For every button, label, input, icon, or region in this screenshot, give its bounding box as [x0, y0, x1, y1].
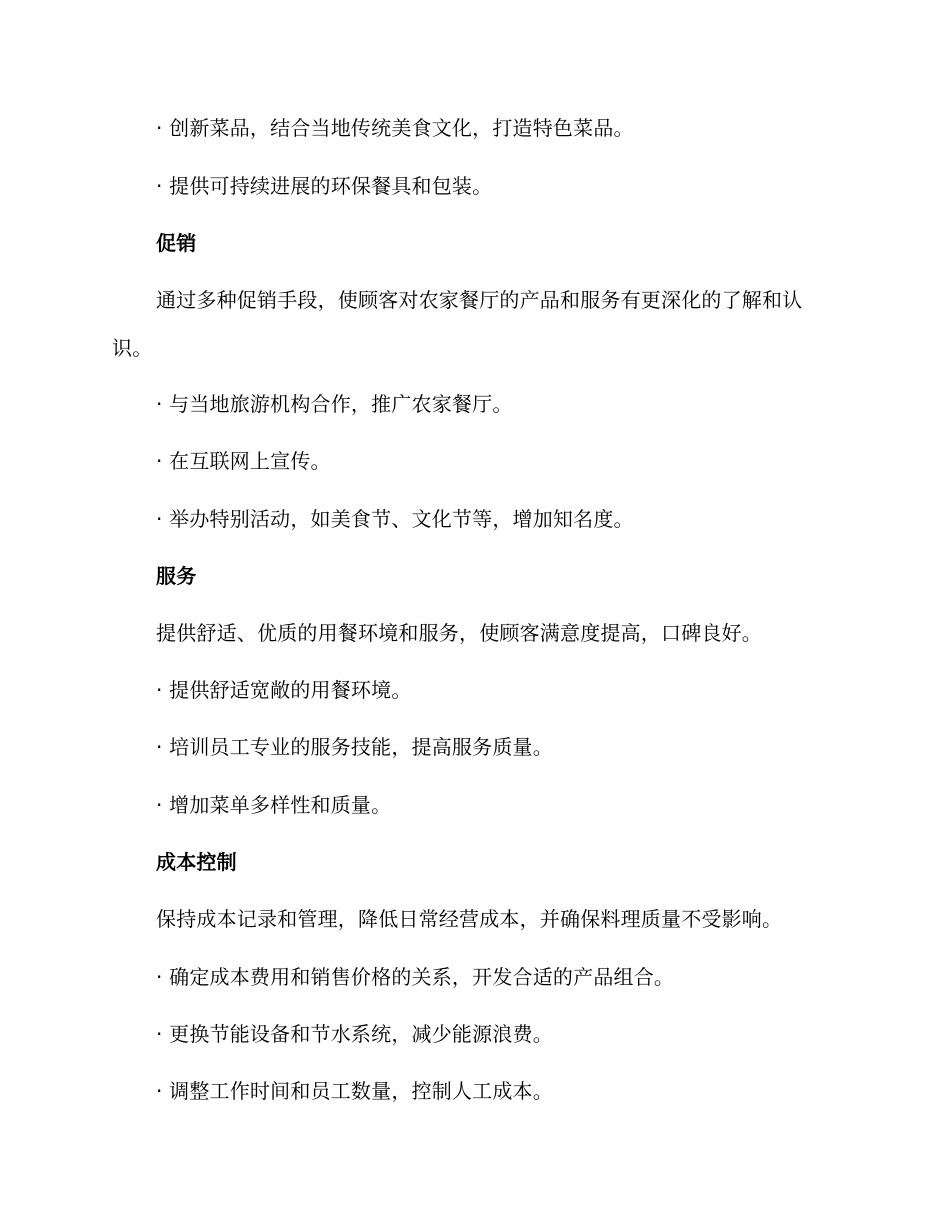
paragraph-service: 提供舒适、优质的用餐环境和服务，使顾客满意度提高，口碑良好。	[156, 621, 762, 645]
bullet-staff-training: · 培训员工专业的服务技能，提高服务质量。	[156, 735, 553, 759]
bullet-menu-variety: · 增加菜单多样性和质量。	[156, 793, 392, 817]
bullet-innovative-dishes: · 创新菜品，结合当地传统美食文化，打造特色菜品。	[156, 116, 634, 140]
bullet-energy-saving: · 更换节能设备和节水系统，减少能源浪费。	[156, 1022, 553, 1046]
bullet-online-promotion: · 在互联网上宣传。	[156, 449, 331, 473]
bullet-tourism-partnership: · 与当地旅游机构合作，推广农家餐厅。	[156, 392, 513, 416]
bullet-dining-environment: · 提供舒适宽敞的用餐环境。	[156, 678, 412, 702]
heading-promotion: 促销	[156, 231, 197, 255]
bullet-special-events: · 举办特别活动，如美食节、文化节等，增加知名度。	[156, 507, 634, 531]
heading-service: 服务	[156, 564, 197, 588]
heading-cost-control: 成本控制	[156, 850, 237, 874]
bullet-eco-tableware: · 提供可持续进展的环保餐具和包装。	[156, 174, 493, 198]
paragraph-cost-control: 保持成本记录和管理，降低日常经营成本，并确保料理质量不受影响。	[156, 907, 783, 931]
bullet-labor-cost: · 调整工作时间和员工数量，控制人工成本。	[156, 1079, 553, 1103]
paragraph-promotion: 通过多种促销手段，使顾客对农家餐厅的产品和服务有更深化的了解和认识。	[112, 288, 803, 360]
bullet-cost-pricing: · 确定成本费用和销售价格的关系，开发合适的产品组合。	[156, 965, 675, 989]
